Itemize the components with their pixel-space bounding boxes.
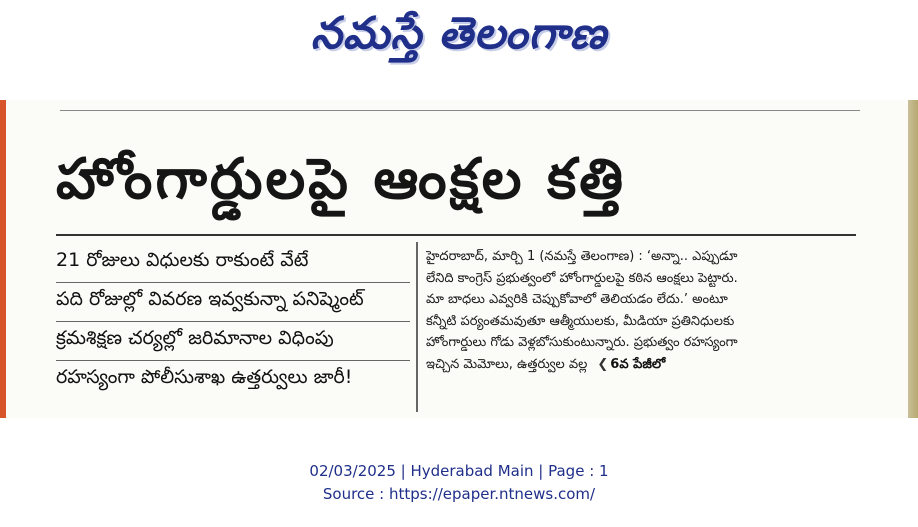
continued-label: 6వ పేజీలో <box>610 356 666 372</box>
newspaper-logo: నమస్తే తెలంగాణ <box>310 8 608 59</box>
top-cut-strip <box>60 100 860 111</box>
body-line-2: లేనిది కాంగ్రెస్ ప్రభుత్వంలో హోంగార్డులపై కఠిన ఆంక్షలు పెట్టారు. <box>426 270 738 286</box>
body-line-6-text: ఇచ్చిన మెమోలు, ఉత్తర్వుల వల్ల <box>426 356 588 372</box>
body-line-5: హోంగార్డులు గోడు వెళ్లబోసుకుంటున్నారు. ప్రభుత్వం రహస్యంగా <box>426 335 738 350</box>
source-link[interactable]: Source : https://epaper.ntnews.com/ <box>322 485 596 503</box>
body-line-6 <box>426 354 858 376</box>
column-divider <box>416 242 418 412</box>
article-body <box>426 246 858 375</box>
page-edge-right <box>908 100 918 418</box>
article-headline: హోంగార్డులపై ఆంక్షల కత్తి <box>56 147 627 212</box>
article-clipping <box>0 100 918 418</box>
subheads <box>56 244 410 399</box>
body-line-3: మా బాధలు ఎవ్వరికి చెప్పుకోవాలో తెలియడం లేదు.’ అంటూ <box>426 292 728 307</box>
page-edge-left <box>0 100 6 418</box>
body-line-1: హైదరాబాద్, మార్చి 1 (నమస్తే తెలంగాణ) : ‘అన్నా.. ఎప్పుడూ <box>426 249 738 264</box>
subhead-1: 21 రోజులు విధులకు రాకుంటే వేటే <box>56 244 410 283</box>
edition-info: 02/03/2025 | Hyderabad Main | Page : 1 <box>309 462 609 480</box>
body-line-4: కన్నీటి పర్యంతమవుతూ ఆత్మీయులకు, మీడియా ప్రతినిధులకు <box>426 313 735 329</box>
subhead-3: క్రమశిక్షణ చర్యల్లో జరిమానాల విధింపు <box>56 322 410 361</box>
subhead-4: రహస్యంగా పోలీసుశాఖ ఉత్తర్వులు జారీ! <box>56 366 353 388</box>
masthead <box>0 0 918 78</box>
headline-rule <box>56 234 856 236</box>
jump-arrow-icon: ❮ <box>597 356 609 372</box>
subhead-2: పది రోజుల్లో వివరణ ఇవ్వకున్నా పనిష్మెంట్ <box>56 283 410 322</box>
source-footer <box>0 460 918 506</box>
continued-on-page-link[interactable] <box>597 357 665 372</box>
